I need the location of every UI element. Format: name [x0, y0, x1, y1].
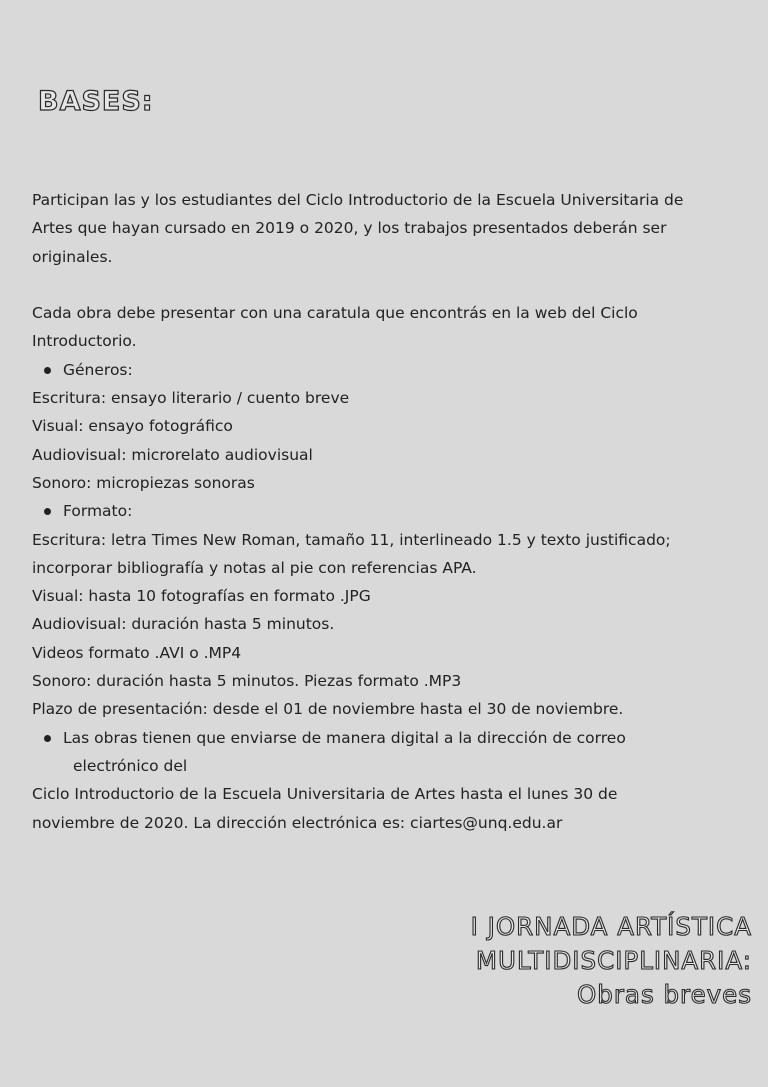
bases-content [32, 186, 744, 837]
envio-bullet-text [63, 724, 744, 781]
event-title-line: MULTIDISCIPLINARIA: [475, 946, 752, 975]
intro-line: Participan las y los estudiantes del Ciclo Introductorio de la Escuela Universitaria de [32, 191, 684, 209]
envio-bullet-line: Las obras tienen que enviarse de manera digital a la dirección de correo [63, 728, 626, 747]
genero-item: Audiovisual: microrelato audiovisual [32, 445, 313, 464]
bullet-dot-icon [44, 735, 51, 742]
envio-bullet [32, 724, 744, 781]
intro-line: originales. [32, 247, 113, 266]
formato-item: Visual: hasta 10 fotografías en formato .JPG [32, 587, 371, 606]
caratula-line: Introductorio. [32, 332, 137, 351]
bullet-dot-icon [44, 367, 51, 374]
caratula-line: Cada obra debe presentar con una caratula que encontrás en la web del Ciclo [32, 304, 638, 323]
event-title [471, 910, 752, 1012]
envio-line: noviembre de 2020. La dirección electrónica es: ciartes@unq.edu.ar [32, 813, 563, 832]
envio-bullet-line: electrónico del [73, 756, 188, 775]
event-subtitle: Obras breves [577, 980, 752, 1009]
page-heading: BASES: [38, 86, 154, 117]
genero-item: Sonoro: micropiezas sonoras [32, 473, 255, 492]
event-title-line: I JORNADA ARTÍSTICA [470, 912, 752, 941]
formato-item: incorporar bibliografía y notas al pie con referencias APA. [32, 558, 477, 577]
spacer [32, 271, 744, 299]
formato-item: Escritura: letra Times New Roman, tamaño 11, interlineado 1.5 y texto justificado; [32, 530, 671, 549]
generos-bullet [32, 356, 744, 384]
genero-item: Escritura: ensayo literario / cuento breve [32, 389, 350, 408]
genero-item: Visual: ensayo fotográfico [32, 417, 233, 436]
formato-bullet-label: Formato: [63, 502, 133, 521]
generos-bullet-label: Géneros: [63, 360, 133, 379]
intro-line: Artes que hayan cursado en 2019 o 2020, y los trabajos presentados deberán ser [32, 219, 667, 238]
plazo-line: Plazo de presentación: desde el 01 de noviembre hasta el 30 de noviembre. [32, 700, 624, 719]
formato-bullet [32, 497, 744, 525]
formato-item: Audiovisual: duración hasta 5 minutos. [32, 615, 335, 634]
formato-item: Videos formato .AVI o .MP4 [32, 643, 242, 662]
bullet-dot-icon [44, 508, 51, 515]
formato-item: Sonoro: duración hasta 5 minutos. Piezas formato .MP3 [32, 672, 462, 691]
envio-line: Ciclo Introductorio de la Escuela Universitaria de Artes hasta el lunes 30 de [32, 785, 618, 804]
